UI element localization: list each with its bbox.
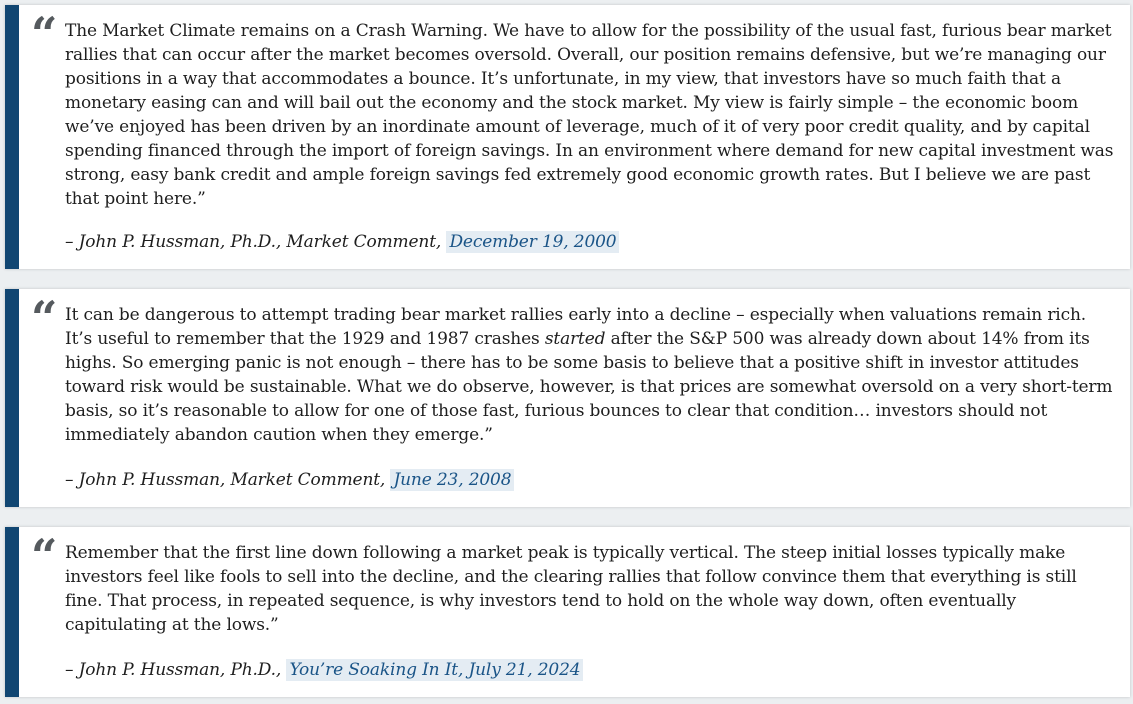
quote-text: The Market Climate remains on a Crash Warning. We have to allow for the possibility of the usual fast, furious bear market rallies that can occur after the market becomes oversold. Overall, our position remains defensive, but we’re managing our positions in a way that accommodates a bounce. It’s unfortunate, in my view, that investors have so much faith that a monetary easing can and will bail out the economy and the stock market. My view is fairly simple – the economic boom we’ve enjoyed has been driven by an inordinate amount of leverage, much of it of very poor credit quality, and by capital spending financed through the import of foreign savings. In an environment where demand for new capital investment was strong, easy bank credit and ample foreign savings fed extremely good economic growth rates. But I believe we are past that point here.” [65,21,1114,209]
source-link[interactable]: December 19, 2000 [446,231,619,253]
quote-card [5,5,1130,269]
source-link[interactable]: June 23, 2008 [390,469,514,491]
source-link[interactable]: You’re Soaking In It, July 21, 2024 [286,659,583,681]
quote-attribution [65,468,514,492]
quote-card [5,527,1130,697]
quote-text-emphasis: started [544,329,606,349]
quote-card [5,289,1130,507]
quote-text [65,303,1116,447]
quote-text: Remember that the first line down following a market peak is typically vertical. The steep initial losses typically make investors feel like fools to sell into the decline, and the clearing rallies that follow convince them that everything is still fine. That process, in repeated sequence, is why investors tend to hold on the whole way down, often eventually capitulating at the lows.” [65,543,1077,635]
quote-text-part: after the S&P 500 was already down about 14% from its highs. So emerging panic is not enough – there has to be some basis to believe that a positive shift in investor attitudes toward risk would be sustainable. What we do observe, however, is that prices are somewhat oversold on a very short-term basis, so it’s reasonable to allow for one of those fast, furious bounces to clear that condition… investors should not immediately abandon caution when they emerge.” [65,329,1113,445]
quote-text-part: It can be dangerous to attempt trading bear market rallies early into a decline – especially when valuations remain rich. It’s useful to remember that the 1929 and 1987 crashes [65,305,1087,349]
quote-mark-icon: “ [31,529,58,583]
attribution-text: – John P. Hussman, Ph.D., Market Comment, [65,232,442,252]
attribution-text: – John P. Hussman, Market Comment, [65,470,386,490]
quote-mark-icon: “ [31,291,58,345]
quote-mark-icon: “ [31,7,58,61]
quote-attribution [65,230,619,254]
attribution-text: – John P. Hussman, Ph.D., [65,660,282,680]
quote-attribution [65,658,583,682]
